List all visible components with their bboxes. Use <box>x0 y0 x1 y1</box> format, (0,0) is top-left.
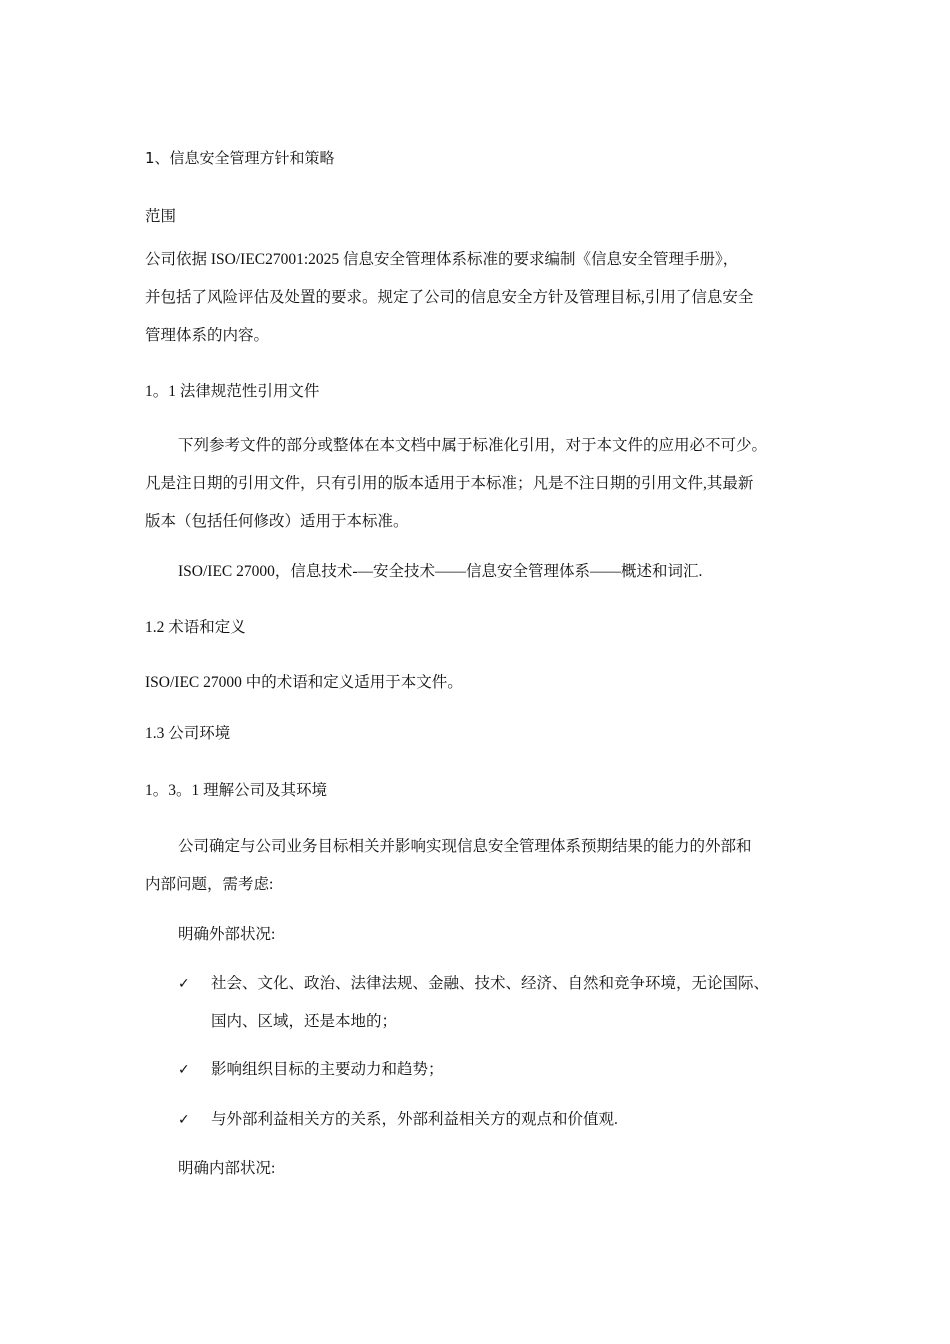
scope-line-2: 并包括了风险评估及处置的要求。规定了公司的信息安全方针及管理目标,引用了信息安全 <box>145 289 754 306</box>
scope-line-3: 管理体系的内容。 <box>145 327 270 344</box>
s1-1-reference: ISO/IEC 27000，信息技术-—安全技术——信息安全管理体系——概述和词汇. <box>178 563 703 580</box>
s1-2-text: ISO/IEC 27000 中的术语和定义适用于本文件。 <box>145 674 463 691</box>
section-heading: 1、信息安全管理方针和策略 <box>145 149 335 167</box>
internal-label: 明确内部状况: <box>178 1160 276 1177</box>
scope-line-1: 公司依据 ISO/IEC27001:2025 信息安全管理体系标准的要求编制《信息安全管理手册》， <box>145 251 739 268</box>
subsection-1-3-title: 1.3 公司环境 <box>145 725 231 742</box>
bullet-2: 影响组织目标的主要动力和趋势； <box>211 1061 444 1078</box>
checkmark-icon: ✓ <box>178 1112 190 1128</box>
s1-1-line-2: 凡是注日期的引用文件，只有引用的版本适用于本标准；凡是不注日期的引用文件,其最新 <box>145 475 754 492</box>
s1-1-line-3: 版本（包括任何修改）适用于本标准。 <box>145 513 409 530</box>
bullet-3: 与外部利益相关方的关系，外部利益相关方的观点和价值观. <box>211 1111 618 1128</box>
external-label: 明确外部状况: <box>178 926 276 943</box>
subsection-1-3-1-title: 1。3。1 理解公司及其环境 <box>145 782 328 799</box>
checkmark-icon: ✓ <box>178 1062 190 1078</box>
subsection-1-2-title: 1.2 术语和定义 <box>145 619 246 636</box>
s1-1-line-1: 下列参考文件的部分或整体在本文档中属于标准化引用，对于本文件的应用必不可少。 <box>178 437 768 454</box>
checkmark-icon: ✓ <box>178 976 190 992</box>
subsection-1-1-title: 1。1 法律规范性引用文件 <box>145 383 320 400</box>
bullet-1-line-1: 社会、文化、政治、法律法规、金融、技术、经济、自然和竞争环境，无论国际、 <box>211 975 770 992</box>
bullet-1-line-2: 国内、区域，还是本地的； <box>211 1013 398 1030</box>
s1-3-line-1: 公司确定与公司业务目标相关并影响实现信息安全管理体系预期结果的能力的外部和 <box>178 838 752 855</box>
scope-title: 范围 <box>145 208 177 225</box>
s1-3-line-2: 内部问题，需考虑: <box>145 876 274 893</box>
